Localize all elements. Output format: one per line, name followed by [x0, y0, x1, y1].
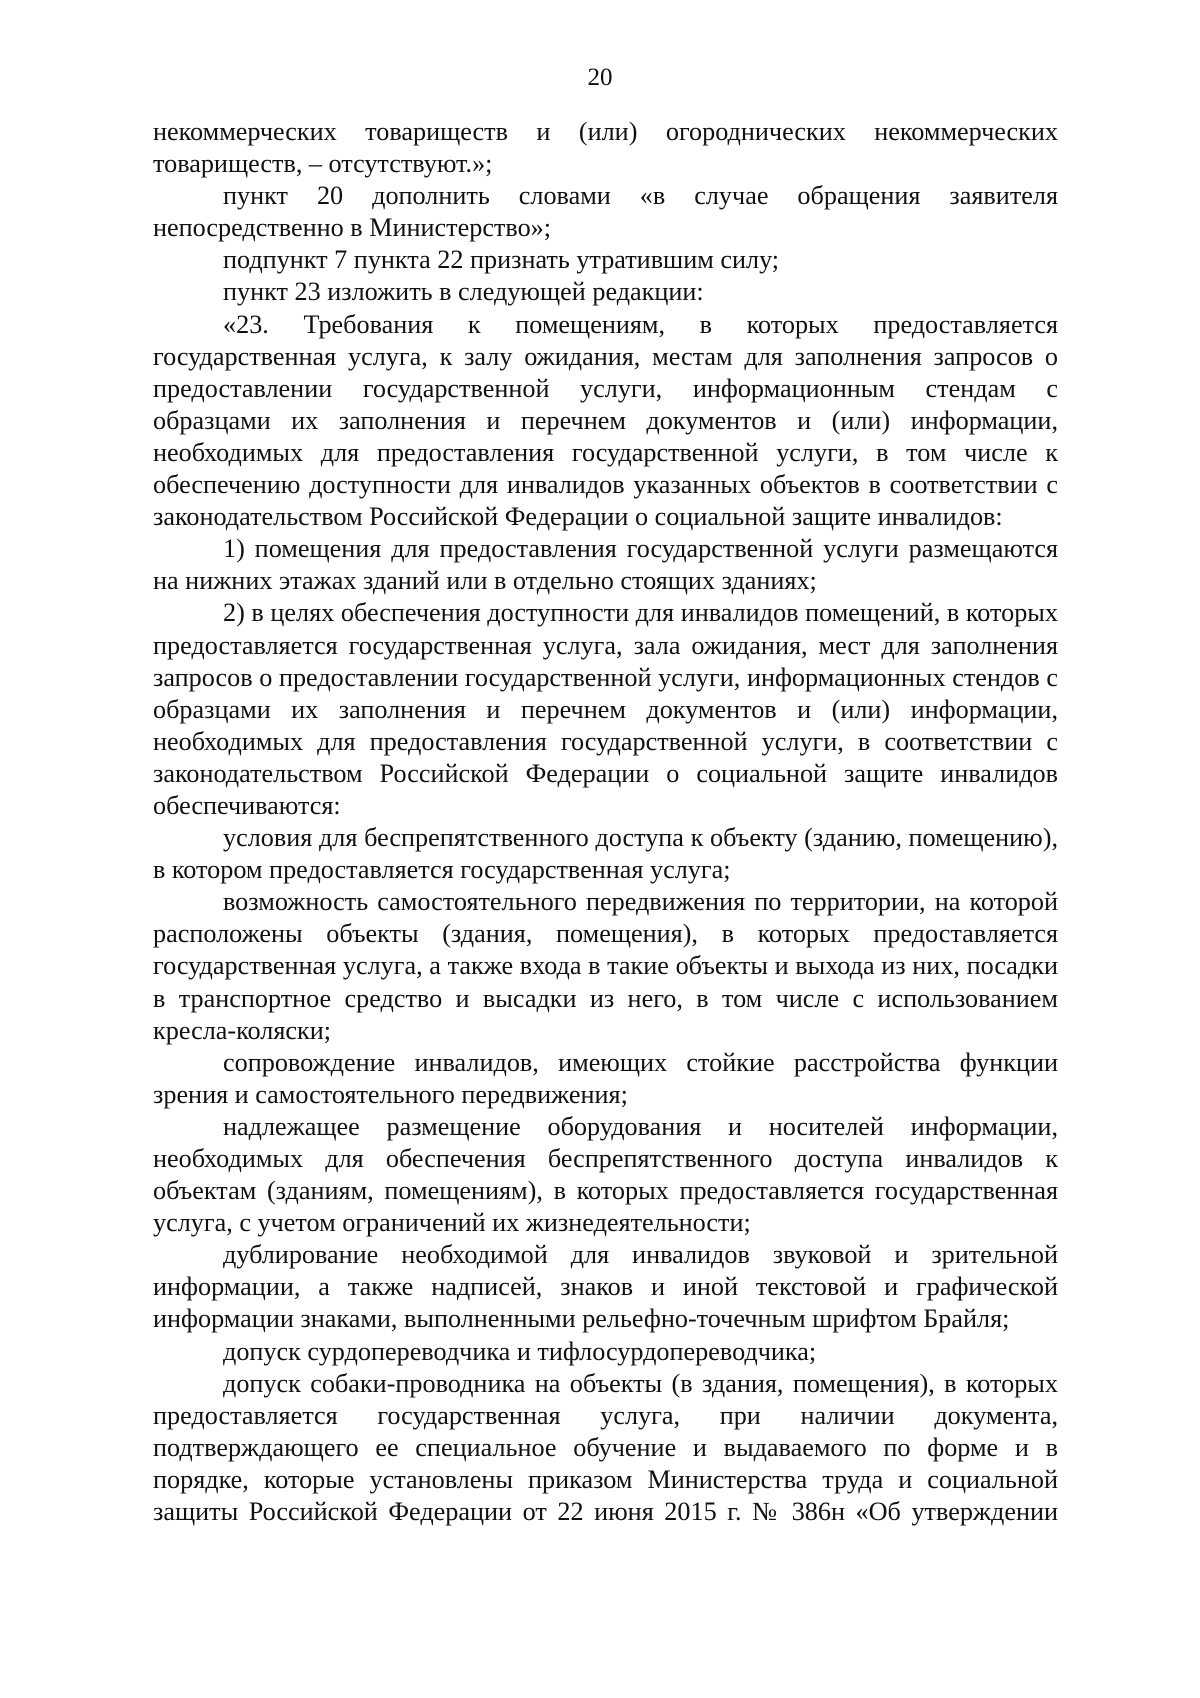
text-line: непосредственно в Министерство»; [153, 213, 552, 243]
text-line: порядке, которые установлены приказом Министерства труда и социальной [153, 1464, 1058, 1494]
text-line: зрения и самостоятельного передвижения; [153, 1079, 628, 1109]
text-line: предоставляется государственная услуга, при наличии документа, [153, 1400, 1058, 1430]
text-line: допуск сурдопереводчика и тифлосурдопереводчика; [223, 1336, 817, 1366]
text-line: 1) помещения для предоставления государственной услуги размещаются [223, 534, 1058, 564]
text-line: в котором предоставляется государственная услуга; [153, 855, 731, 885]
text-line: товариществ, – отсутствуют.»; [153, 149, 493, 179]
text-line: информации знаками, выполненными рельефно-точечным шрифтом Брайля; [153, 1304, 1010, 1334]
text-line: условия для беспрепятственного доступа к объекту (зданию, помещению), [223, 823, 1058, 853]
text-line: запросов о предоставлении государственной услуги, информационных стендов с [153, 662, 1058, 692]
text-line: «23. Требования к помещениям, в которых предоставляется [223, 309, 1058, 339]
text-line: государственная услуга, а также входа в такие объекты и выхода из них, посадки [153, 951, 1058, 981]
text-line: предоставлении государственной услуги, информационным стендам с [153, 373, 1058, 403]
text-line: сопровождение инвалидов, имеющих стойкие расстройства функции [223, 1047, 1058, 1077]
text-line: необходимых для обеспечения беспрепятственного доступа инвалидов к [153, 1144, 1058, 1173]
text-line: надлежащее размещение оборудования и носителей информации, [223, 1111, 1058, 1141]
text-line: в транспортное средство и высадки из него, в том числе с использованием [153, 983, 1058, 1013]
text-line: образцами их заполнения и перечнем документов и (или) информации, [153, 694, 1058, 724]
text-line: государственная услуга, к залу ожидания, местам для заполнения запросов о [153, 341, 1058, 371]
text-line: услуга, с учетом ограничений их жизнедеятельности; [153, 1208, 751, 1238]
text-line: законодательством Российской Федерации о социальной защите инвалидов: [153, 502, 1003, 532]
text-line: расположены объекты (здания, помещения), в которых предоставляется [153, 919, 1058, 949]
text-line: необходимых для предоставления государственной услуги, в том числе к [153, 437, 1058, 467]
text-line: образцами их заполнения и перечнем документов и (или) информации, [153, 405, 1058, 435]
text-line: некоммерческих товариществ и (или) огороднических некоммерческих [153, 117, 1058, 146]
text-line: допуск собаки-проводника на объекты (в здания, помещения), в которых [223, 1368, 1058, 1398]
text-line: обеспечению доступности для инвалидов указанных объектов в соответствии с [153, 470, 1058, 500]
text-line: возможность самостоятельного передвижения по территории, на которой [223, 887, 1058, 917]
text-line: пункт 23 изложить в следующей редакции: [223, 277, 704, 307]
text-line: необходимых для предоставления государственной услуги, в соответствии с [153, 726, 1058, 756]
document-text [153, 116, 1058, 1528]
text-line: 2) в целях обеспечения доступности для инвалидов помещений, в которых [223, 598, 1058, 628]
text-line: подпункт 7 пункта 22 признать утратившим силу; [223, 245, 780, 275]
text-line: информации, а также надписей, знаков и иной текстовой и графической [153, 1272, 1058, 1302]
text-line: на нижних этажах зданий или в отдельно стоящих зданиях; [153, 566, 817, 596]
text-line: защиты Российской Федерации от 22 июня 2015 г. № 386н «Об утверждении [153, 1497, 1058, 1527]
text-line: кресла-коляски; [153, 1015, 332, 1045]
text-line: законодательством Российской Федерации о социальной защите инвалидов [153, 758, 1058, 788]
text-line: предоставляется государственная услуга, зала ожидания, мест для заполнения [153, 630, 1058, 660]
text-line: обеспечиваются: [153, 790, 341, 820]
text-line: пункт 20 дополнить словами «в случае обращения заявителя [223, 181, 1058, 211]
page-number: 20 [587, 64, 613, 91]
text-line: подтверждающего ее специальное обучение и выдаваемого по форме и в [153, 1432, 1058, 1462]
text-line: объектам (зданиям, помещениям), в которых предоставляется государственная [153, 1176, 1058, 1206]
text-line: дублирование необходимой для инвалидов звуковой и зрительной [223, 1240, 1058, 1270]
